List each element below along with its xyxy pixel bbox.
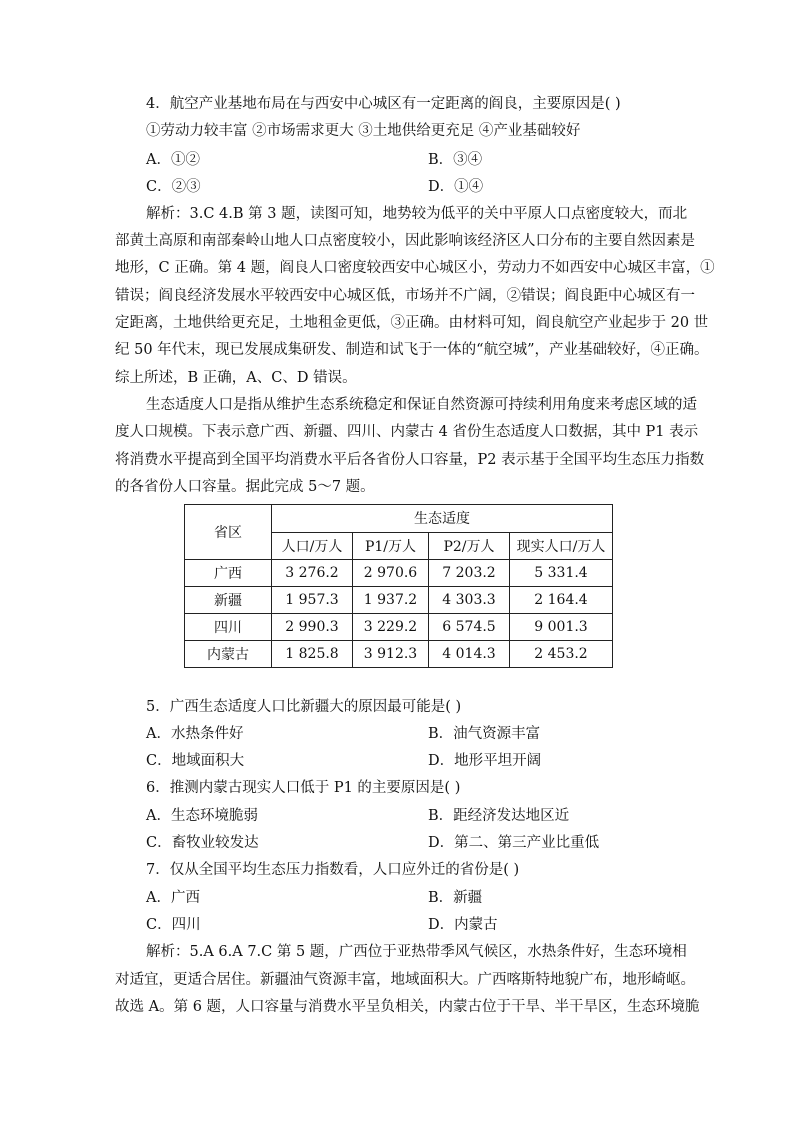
q5-option-b: B．油气资源丰富 [428, 726, 541, 742]
q4-option-a: A．①② [146, 152, 200, 168]
cell-p2: 6 574.5 [429, 614, 510, 641]
q5-option-c: C．地域面积大 [146, 753, 245, 769]
analysis-3-4-line: 地形，C 正确。第 4 题，阎良人口密度较西安中心城区小，劳动力不如西安中心城区丰富，① [115, 260, 715, 276]
analysis-3-4-line: 解析：3.C 4.B 第 3 题，读图可知，地势较为低平的关中平原人口点密度较大，而北 [146, 206, 688, 222]
q6-option-b: B．距经济发达地区近 [428, 808, 570, 824]
material-line: 度人口规模。下表示意广西、新疆、四川、内蒙古 4 省份生态适度人口数据，其中 P1 表示 [115, 424, 699, 440]
cell-name: 新疆 [185, 587, 272, 614]
cell-name: 内蒙古 [185, 641, 272, 668]
q4-stem: 4．航空产业基地布局在与西安中心城区有一定距离的阎良，主要原因是( ) [146, 96, 621, 112]
q5-option-a: A．水热条件好 [146, 726, 244, 742]
analysis-5-7-line: 故选 A。第 6 题，人口容量与消费水平呈负相关，内蒙古位于干旱、半干旱区，生态环境脆 [115, 999, 700, 1015]
header-group: 生态适度 [272, 505, 613, 533]
material-line: 将消费水平提高到全国平均消费水平后各省份人口容量，P2 表示基于全国平均生态压力指数 [115, 452, 705, 468]
cell-real: 2 453.2 [510, 641, 613, 668]
cell-p1: 3 912.3 [353, 641, 429, 668]
analysis-3-4-line: 定距离，土地供给更充足，土地租金更低，③正确。由材料可知，阎良航空产业起步于 20 世 [115, 315, 709, 331]
q7-option-b: B．新疆 [428, 890, 483, 906]
q6-option-c: C．畜牧业较发达 [146, 835, 259, 851]
cell-p1: 3 229.2 [353, 614, 429, 641]
q7-stem: 7．仅从全国平均生态压力指数看，人口应外迁的省份是( ) [146, 862, 520, 878]
cell-pop: 3 276.2 [272, 560, 353, 587]
analysis-3-4-line: 纪 50 年代末，现已发展成集研发、制造和试飞于一体的“航空城”，产业基础较好，④正确。 [115, 342, 709, 358]
cell-real: 2 164.4 [510, 587, 613, 614]
q5-stem: 5．广西生态适度人口比新疆大的原因最可能是( ) [146, 699, 462, 715]
material-line: 的各省份人口容量。据此完成 5～7 题。 [115, 479, 375, 495]
q6-option-d: D．第二、第三产业比重低 [428, 835, 600, 851]
cell-p2: 4 014.3 [429, 641, 510, 668]
eco-population-table [184, 504, 613, 668]
q4-option-d: D．①④ [428, 179, 484, 195]
q6-option-a: A．生态环境脆弱 [146, 808, 258, 824]
analysis-3-4-line: 错误；阎良经济发展水平较西安中心城区低，市场并不广阔，②错误；阎良距中心城区有一 [115, 288, 695, 304]
cell-p1: 2 970.6 [353, 560, 429, 587]
header-p2: P2/万人 [429, 532, 510, 560]
q6-stem: 6．推测内蒙古现实人口低于 P1 的主要原因是( ) [146, 780, 461, 796]
header-p1: P1/万人 [353, 532, 429, 560]
cell-p1: 1 937.2 [353, 587, 429, 614]
header-province: 省区 [185, 505, 272, 560]
cell-name: 四川 [185, 614, 272, 641]
table-row [185, 587, 613, 614]
cell-p2: 7 203.2 [429, 560, 510, 587]
q5-option-d: D．地形平坦开阔 [428, 753, 542, 769]
q7-option-c: C．四川 [146, 917, 201, 933]
cell-real: 5 331.4 [510, 560, 613, 587]
header-pop: 人口/万人 [272, 532, 353, 560]
analysis-3-4-line: 综上所述，B 正确，A、C、D 错误。 [115, 370, 357, 386]
cell-real: 9 001.3 [510, 614, 613, 641]
q7-option-d: D．内蒙古 [428, 917, 498, 933]
analysis-5-7-line: 对适宜，更适合居住。新疆油气资源丰富，地域面积大。广西喀斯特地貌广布，地形崎岖。 [115, 972, 695, 988]
material-line: 生态适度人口是指从维护生态系统稳定和保证自然资源可持续利用角度来考虑区域的适 [146, 397, 697, 413]
cell-pop: 1 825.8 [272, 641, 353, 668]
cell-pop: 2 990.3 [272, 614, 353, 641]
q4-option-b: B．③④ [428, 152, 483, 168]
q7-option-a: A．广西 [146, 890, 200, 906]
table-row [185, 614, 613, 641]
table-row [185, 641, 613, 668]
cell-p2: 4 303.3 [429, 587, 510, 614]
cell-name: 广西 [185, 560, 272, 587]
header-real: 现实人口/万人 [510, 532, 613, 560]
analysis-5-7-line: 解析：5.A 6.A 7.C 第 5 题，广西位于亚热带季风气候区，水热条件好，生态环境相 [146, 944, 687, 960]
analysis-3-4-line: 部黄土高原和南部秦岭山地人口点密度较小，因此影响该经济区人口分布的主要自然因素是 [115, 233, 695, 249]
q4-option-c: C．②③ [146, 179, 201, 195]
q4-statements: ①劳动力较丰富 ②市场需求更大 ③土地供给更充足 ④产业基础较好 [146, 123, 581, 139]
table-row [185, 560, 613, 587]
cell-pop: 1 957.3 [272, 587, 353, 614]
